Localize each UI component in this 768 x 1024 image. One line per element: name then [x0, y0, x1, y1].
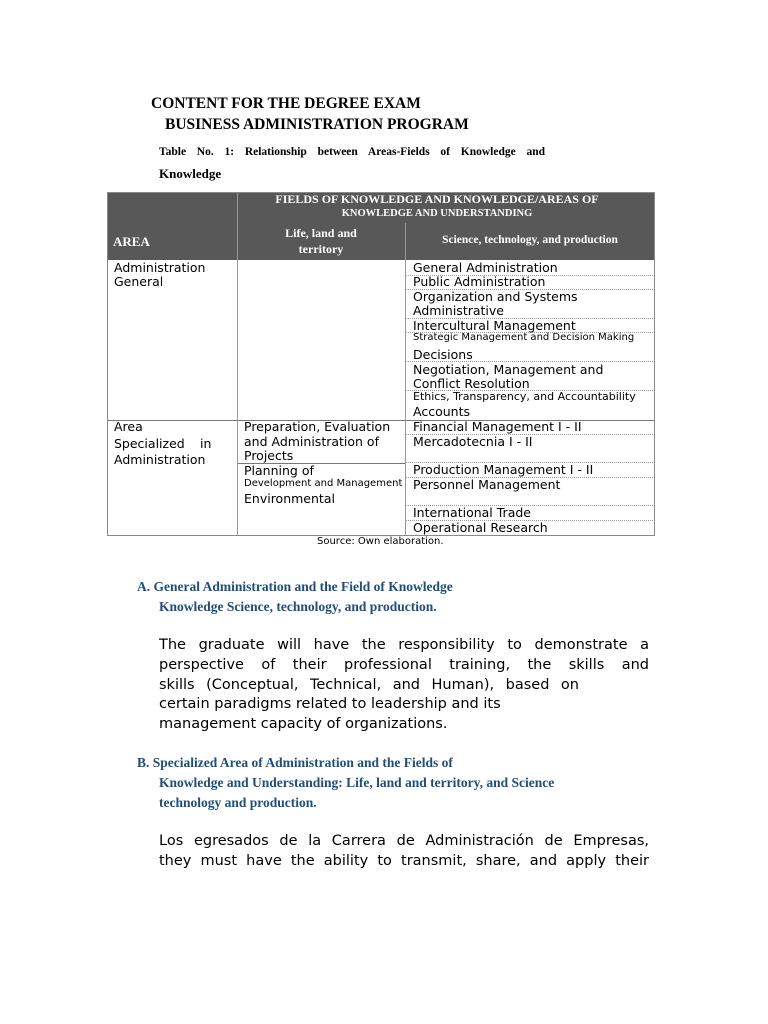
table-cell: Personnel Management — [413, 477, 561, 492]
table-cell: Mercadotecnia I - II — [413, 434, 533, 449]
table-cell: Preparation, Evaluation — [244, 419, 391, 434]
section-a-heading-continued: Knowledge Science, technology, and production. — [159, 599, 437, 614]
table-cell: Planning of — [244, 463, 314, 478]
table-cell: Accounts — [413, 404, 470, 419]
knowledge-areas-table — [107, 192, 655, 536]
paragraph-line: The graduate will have the responsibility to demonstrate a — [159, 637, 649, 653]
table-cell: Development and Management — [244, 478, 403, 489]
table-cell: Ethics, Transparency, and Accountability — [413, 390, 636, 403]
area-cell: Area — [114, 419, 143, 434]
table-cell: and Administration of — [244, 434, 379, 449]
table-cell: Strategic Management and Decision Making — [413, 332, 635, 343]
area-cell: in — [200, 436, 212, 451]
header-fields-line1: FIELDS OF KNOWLEDGE AND KNOWLEDGE/AREAS OF — [275, 192, 599, 206]
table-cell: Financial Management I - II — [413, 419, 582, 434]
table-source-note: Source: Own elaboration. — [317, 536, 444, 547]
document-subtitle: BUSINESS ADMINISTRATION PROGRAM — [165, 116, 469, 133]
table-border — [107, 192, 655, 536]
header-science: Science, technology, and production — [442, 234, 618, 246]
section-b-heading-continued: technology and production. — [159, 795, 317, 810]
paragraph-line: they must have the ability to transmit, share, and apply their — [159, 853, 649, 869]
table-caption-continued: Knowledge — [159, 166, 222, 181]
header-area: AREA — [113, 234, 150, 249]
table-cell: Administrative — [413, 303, 504, 318]
table-cell: Decisions — [413, 347, 473, 362]
table-cell: Operational Research — [413, 520, 548, 535]
document-title: CONTENT FOR THE DEGREE EXAM — [151, 95, 421, 112]
section-a-heading: A. General Administration and the Field of Knowledge — [137, 579, 453, 594]
section-b-heading-continued: Knowledge and Understanding: Life, land and territory, and Science — [159, 775, 555, 790]
table-cell: Conflict Resolution — [413, 376, 530, 391]
header-life-line2: territory — [298, 242, 344, 256]
table-cell: International Trade — [413, 505, 531, 520]
section-b-heading: B. Specialized Area of Administration and the Fields of — [137, 755, 453, 770]
paragraph-line: certain paradigms related to leadership and its — [159, 696, 501, 712]
header-life-line1: Life, land and — [285, 226, 357, 240]
table-cell: Public Administration — [413, 274, 546, 289]
area-cell: General — [114, 274, 164, 289]
paragraph-line: Los egresados de la Carrera de Administración de Empresas, — [159, 833, 649, 849]
table-cell: Projects — [244, 448, 294, 463]
area-cell: Specialized — [114, 436, 185, 451]
table-cell: Negotiation, Management and — [413, 362, 604, 377]
table-cell: Production Management I - II — [413, 462, 594, 477]
area-cell: Administration — [114, 452, 206, 467]
table-cell: Organization and Systems — [413, 289, 578, 304]
area-cell: Administration — [114, 260, 206, 275]
table-cell: Intercultural Management — [413, 318, 576, 333]
table-cell: General Administration — [413, 260, 558, 275]
paragraph-line: perspective of their professional training, the skills and — [159, 657, 649, 673]
paragraph-line: management capacity of organizations. — [159, 716, 448, 732]
table-caption: Table No. 1: Relationship between Areas-Fields of Knowledge and — [159, 146, 545, 158]
header-fields-line2: KNOWLEDGE AND UNDERSTANDING — [341, 208, 533, 219]
paragraph-line: skills (Conceptual, Technical, and Human), based on — [159, 677, 579, 693]
table-cell: Environmental — [244, 491, 335, 506]
